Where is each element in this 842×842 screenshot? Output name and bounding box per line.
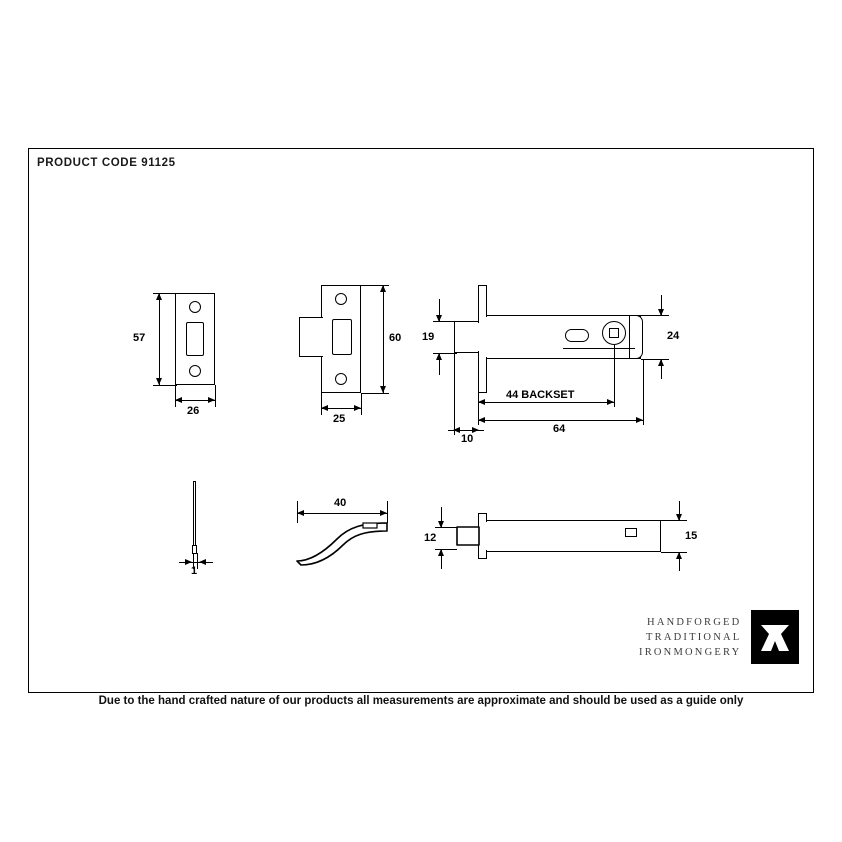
forend-seam-cover [320, 319, 323, 355]
latch-plan-bolt [454, 321, 479, 353]
faceplate-width-arrow-left [175, 397, 182, 403]
forend-screw-hole-bottom [335, 373, 347, 385]
latch-plan-ext-24-bottom [641, 359, 669, 360]
forend-ext-bottom [361, 393, 389, 394]
faceplate-height-dim-line [159, 293, 160, 385]
latch-plan-64-arrow-left [478, 417, 485, 423]
striker-profile-arrow-left [297, 510, 304, 516]
latch-plan-seam-b [485, 317, 488, 357]
brand-line-1: HANDFORGED [647, 616, 742, 628]
striker-edge-arrow-left [185, 559, 192, 565]
latch-plan-edge-score [563, 348, 635, 349]
faceplate-latch-aperture [186, 322, 204, 356]
striker-profile-length-value: 40 [334, 497, 347, 509]
latch-plan-backset-value: 44 BACKSET [506, 389, 575, 401]
striker-edge-thickness-value: 1 [191, 565, 198, 577]
product-code-label: PRODUCT CODE 91125 [37, 157, 176, 169]
latch-plan-10-value: 10 [461, 433, 474, 445]
latch-side-15-arrow-top [676, 514, 682, 521]
forend-width-arrow-left [321, 405, 328, 411]
forend-latch-aperture [332, 319, 352, 355]
striker-plate-profile-shape [291, 517, 401, 567]
faceplate-ext-bottom [153, 385, 177, 386]
striker-profile-ext-right [387, 501, 388, 523]
latch-side-15-value: 15 [685, 530, 698, 542]
faceplate-ext-right [215, 385, 216, 407]
latch-plan-seam-a [477, 323, 480, 351]
forend-width-arrow-right [354, 405, 361, 411]
latch-side-detail-square [625, 528, 637, 537]
brand-line-3: IRONMONGERY [639, 646, 742, 658]
latch-plan-64-value: 64 [553, 423, 566, 435]
latch-side-12-arrow-bottom [438, 549, 444, 556]
latch-plan-backset-line [478, 402, 614, 403]
forend-width-value: 25 [333, 413, 346, 425]
latch-plan-dim-19-arrow-top [436, 315, 442, 322]
latch-plan-ext-64-right [643, 359, 644, 425]
latch-plan-spindle-square [609, 328, 619, 338]
latch-side-bolt [453, 523, 481, 549]
latch-side-ext-15-top [661, 520, 687, 521]
latch-plan-64-arrow-right [636, 417, 643, 423]
latch-plan-dim-24-value: 24 [667, 330, 680, 342]
latch-side-12-value: 12 [424, 532, 437, 544]
striker-profile-arrow-right [380, 510, 387, 516]
drawing-sheet [28, 148, 814, 693]
faceplate-height-value: 57 [133, 332, 146, 344]
latch-plan-dim-19-value: 19 [422, 331, 435, 343]
latch-plan-ext-24-top [641, 315, 669, 316]
latch-plan-dim-24-arrow-top [658, 309, 664, 316]
faceplate-screw-hole-bottom [189, 365, 201, 377]
forend-height-arrow-top [380, 285, 386, 292]
striker-profile-dim-line [297, 513, 387, 514]
brand-text [639, 615, 741, 660]
latch-side-ext-15-bottom [661, 552, 687, 553]
latch-plan-tail-cap [629, 315, 643, 359]
striker-edge-arrow-right [199, 559, 206, 565]
latch-side-seam [485, 522, 488, 550]
latch-plan-dim-19-arrow-bottom [436, 353, 442, 360]
forend-height-arrow-bottom [380, 386, 386, 393]
latch-plan-10-arrow-left [453, 427, 460, 433]
forend-height-dim-line [383, 285, 384, 393]
brand-block [639, 609, 799, 665]
latch-plan-dim-24-arrow-bottom [658, 359, 664, 366]
faceplate-height-arrow-bottom [156, 378, 162, 385]
latch-side-12-arrow-top [438, 521, 444, 528]
brand-line-2: TRADITIONAL [646, 631, 742, 643]
latch-plan-ext-10-left [454, 353, 455, 435]
faceplate-width-value: 26 [187, 405, 200, 417]
latch-plan-backset-arrow-right [607, 399, 614, 405]
footer-note: Due to the hand crafted nature of our products all measurements are approximate and should be used as a guide only [98, 695, 744, 707]
latch-plan-10-arrow-right [472, 427, 479, 433]
latch-plan-backset-arrow-left [478, 399, 485, 405]
striker-edge-ext-right [197, 553, 198, 569]
latch-plan-oval-slot [565, 329, 589, 342]
faceplate-height-arrow-top [156, 293, 162, 300]
faceplate-width-arrow-right [208, 397, 215, 403]
latch-plan-64-line [478, 420, 643, 421]
faceplate-screw-hole-top [189, 301, 201, 313]
latch-plan-ext-backset-right [614, 345, 615, 407]
forend-ext-right [361, 393, 362, 415]
forend-height-value: 60 [389, 332, 402, 344]
anvil-logo-icon [751, 610, 799, 664]
forend-screw-hole-top [335, 293, 347, 305]
latch-side-15-arrow-bottom [676, 552, 682, 559]
striker-plate-edge-body [193, 481, 196, 553]
